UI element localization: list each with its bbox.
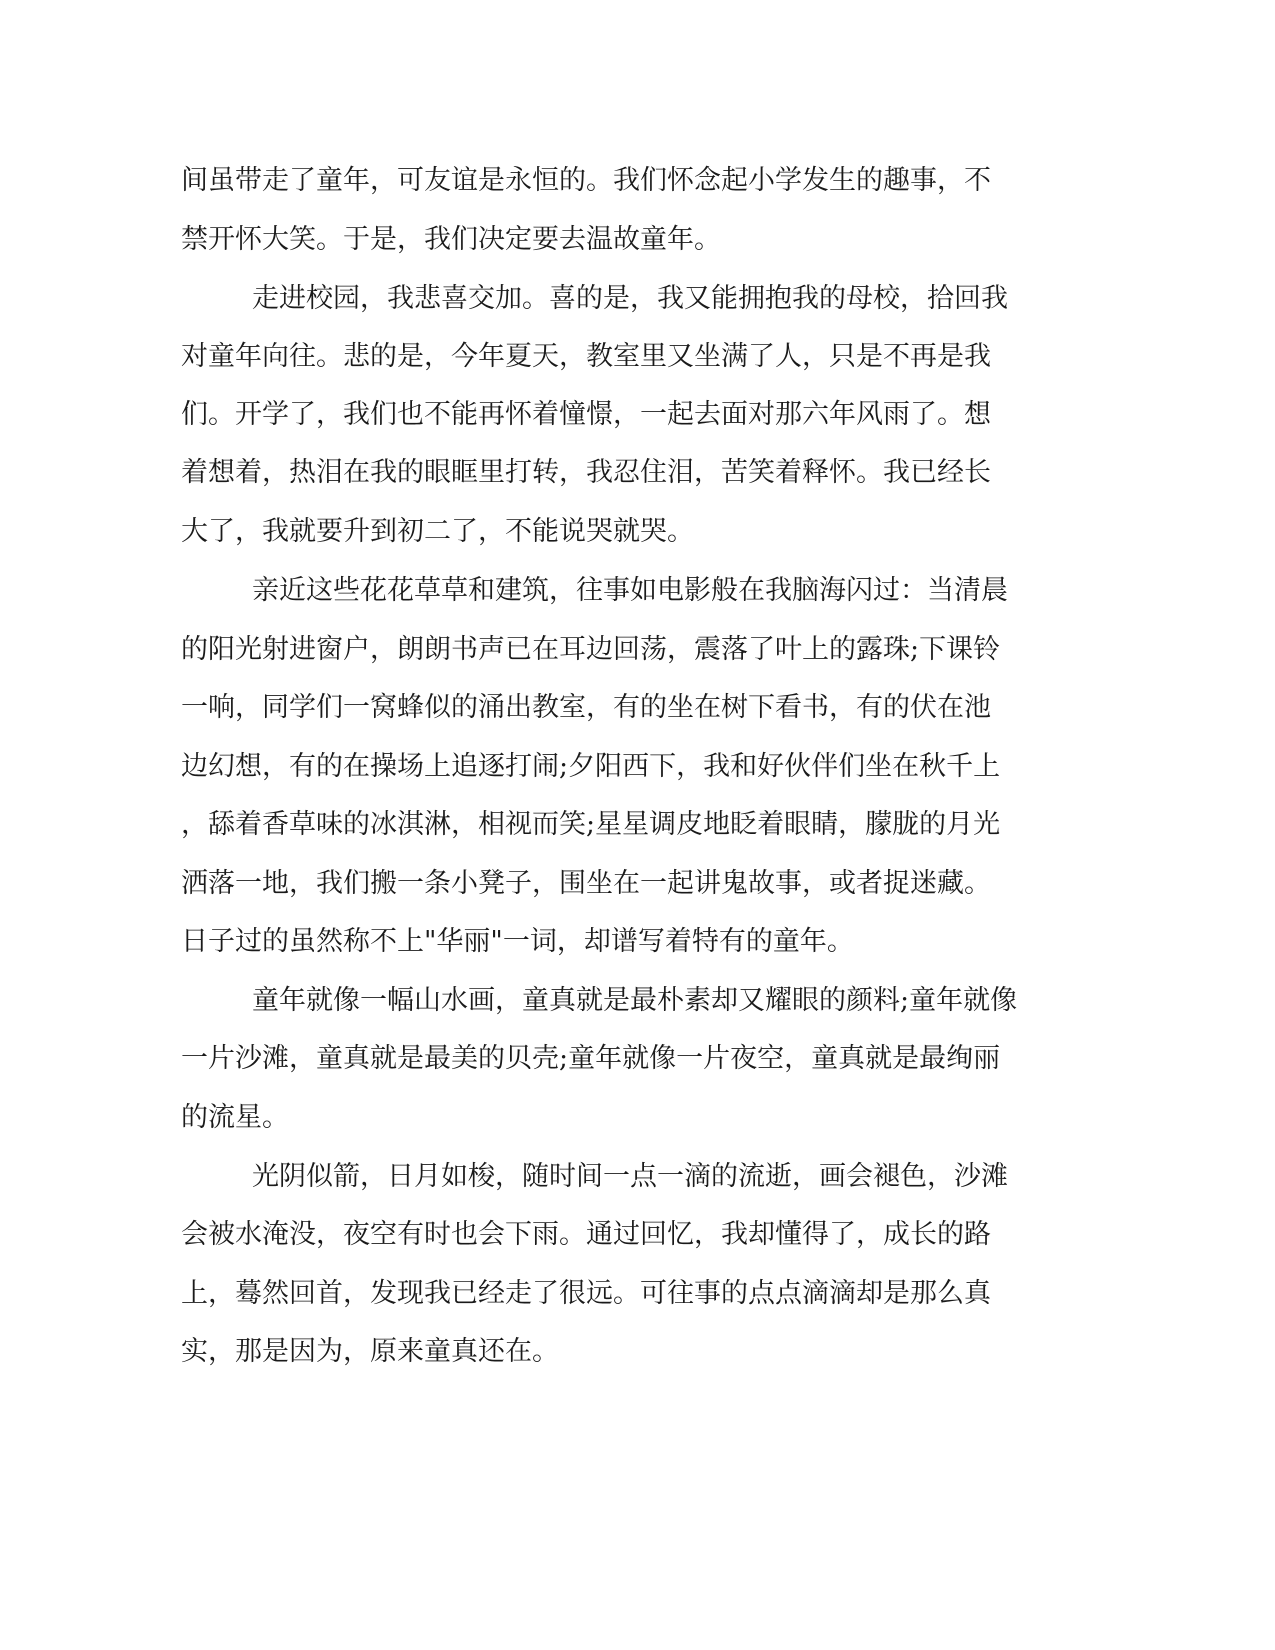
text-line: 一片沙滩，童真就是最美的贝壳;童年就像一片夜空，童真就是最绚丽 [181,1043,1001,1074]
text-line: 大了，我就要升到初二了，不能说哭就哭。 [181,516,694,547]
paragraph-first-line: 光阴似箭，日月如梭，随时间一点一滴的流逝，画会褪色，沙滩 [252,1161,1008,1192]
paragraph-first-line: 亲近这些花花草草和建筑，往事如电影般在我脑海闪过：当清晨 [252,575,1008,606]
text-line: 禁开怀大笑。于是，我们决定要去温故童年。 [181,224,721,255]
text-line: 会被水淹没，夜空有时也会下雨。通过回忆，我却懂得了，成长的路 [181,1219,991,1250]
text-line: 的流星。 [181,1102,289,1133]
text-line: 日子过的虽然称不上"华丽"一词，却谱写着特有的童年。 [181,926,854,957]
text-line: 着想着，热泪在我的眼眶里打转，我忍住泪，苦笑着释怀。我已经长 [181,457,991,488]
text-line: 间虽带走了童年，可友谊是永恒的。我们怀念起小学发生的趣事，不 [181,165,991,196]
text-line: 实，那是因为，原来童真还在。 [181,1336,559,1367]
paragraph-first-line: 童年就像一幅山水画，童真就是最朴素却又耀眼的颜料;童年就像 [252,985,1018,1016]
text-line: ，舔着香草味的冰淇淋，相视而笑;星星调皮地眨着眼睛，朦胧的月光 [181,809,1001,840]
text-line: 一响，同学们一窝蜂似的涌出教室，有的坐在树下看书，有的伏在池 [181,692,991,723]
text-line: 对童年向往。悲的是，今年夏天，教室里又坐满了人，只是不再是我 [181,341,991,372]
paragraph-first-line: 走进校园，我悲喜交加。喜的是，我又能拥抱我的母校，拾回我 [252,283,1008,314]
text-line: 们。开学了，我们也不能再怀着憧憬，一起去面对那六年风雨了。想 [181,399,991,430]
text-line: 边幻想，有的在操场上追逐打闹;夕阳西下，我和好伙伴们坐在秋千上 [181,751,1001,782]
text-line: 上，蓦然回首，发现我已经走了很远。可往事的点点滴滴却是那么真 [181,1278,991,1309]
text-line: 的阳光射进窗户，朗朗书声已在耳边回荡，震落了叶上的露珠;下课铃 [181,634,1001,665]
text-line: 洒落一地，我们搬一条小凳子，围坐在一起讲鬼故事，或者捉迷藏。 [181,868,991,899]
